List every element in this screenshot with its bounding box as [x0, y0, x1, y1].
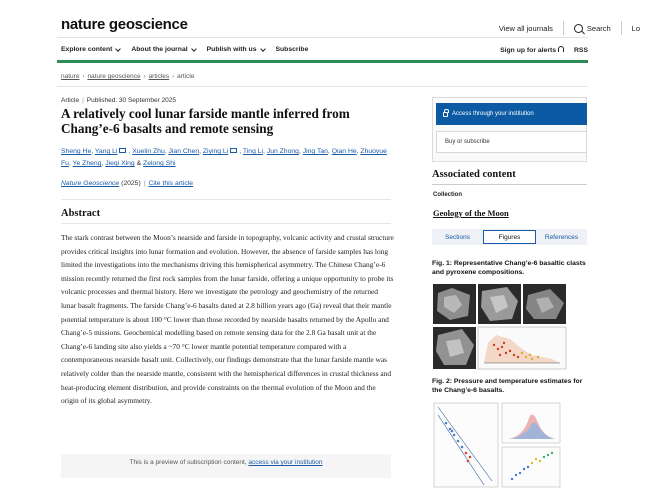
sidebar-tabs: [432, 229, 587, 245]
author-link[interactable]: Zelong Shi: [143, 160, 176, 167]
meta-separator: |: [143, 180, 146, 187]
alerts-label: Sign up for alerts: [500, 47, 557, 54]
search-icon: [574, 24, 583, 33]
mail-icon[interactable]: [230, 148, 237, 153]
brand-bar: [57, 60, 588, 63]
author-link[interactable]: Xuelin Zhu: [132, 148, 165, 155]
collection-label: Collection: [433, 192, 463, 198]
breadcrumb-current: article: [177, 73, 195, 80]
abstract-heading: Abstract: [61, 208, 101, 219]
collection-title-link[interactable]: Geology of the Moon: [433, 208, 509, 218]
rss-link[interactable]: RSS: [574, 46, 588, 54]
breadcrumb-nature[interactable]: nature: [61, 73, 80, 80]
author-link[interactable]: Ziying Li: [202, 148, 229, 155]
citation-line: [61, 180, 193, 187]
top-utility-bar: [489, 21, 650, 35]
chevron-right-icon: ›: [143, 73, 146, 80]
cite-article-link[interactable]: Cite this article: [148, 180, 194, 187]
nav-about-journal[interactable]: [131, 46, 195, 53]
chevron-down-icon: [191, 46, 197, 52]
login-link[interactable]: Lo: [631, 23, 640, 33]
author-link[interactable]: Jun Zhong: [266, 148, 299, 155]
access-institution-button[interactable]: [436, 103, 587, 125]
author-link[interactable]: Jieqi Xing: [105, 160, 135, 167]
preview-text: This is a preview of subscription content,: [129, 459, 247, 466]
author-conjunction: &: [136, 160, 142, 167]
chevron-down-icon: [260, 46, 266, 52]
nav-label: Explore content: [61, 46, 113, 53]
article-type: Article: [61, 97, 80, 104]
chevron-down-icon: [116, 46, 122, 52]
nav-publish-with-us[interactable]: [207, 46, 265, 53]
author-link[interactable]: Ting Li: [242, 148, 264, 155]
site-logo[interactable]: nature geoscience: [61, 16, 188, 33]
figure-2-caption[interactable]: Fig. 2: Pressure and temperature estimates for the Chang’e-6 basalts.: [432, 378, 583, 394]
chevron-right-icon: ›: [82, 73, 85, 80]
breadcrumb-nature-geoscience[interactable]: nature geoscience: [87, 73, 141, 80]
header-divider: [57, 37, 588, 38]
author-link[interactable]: Qian He: [331, 148, 357, 155]
author-link[interactable]: Ye Zheng: [72, 160, 102, 167]
lock-icon: [443, 112, 448, 117]
sidebar-divider: [432, 184, 587, 185]
breadcrumb: [61, 73, 195, 80]
tab-sections[interactable]: Sections: [445, 233, 470, 241]
access-button-label: Access through your institution: [452, 111, 534, 117]
author-link[interactable]: Sheng He: [61, 148, 92, 155]
author-link[interactable]: Jian Chen: [168, 148, 200, 155]
main-nav: [61, 46, 308, 53]
search-button[interactable]: [564, 24, 621, 33]
breadcrumb-divider: [57, 86, 588, 87]
nav-subscribe[interactable]: Subscribe: [275, 46, 309, 53]
access-institution-link[interactable]: access via your institution: [248, 459, 323, 466]
author-link[interactable]: Zhuoyue Fu: [61, 148, 387, 167]
article-meta: [61, 97, 176, 104]
tab-references[interactable]: References: [544, 233, 579, 241]
section-divider: [61, 199, 391, 200]
author-list: Sheng He, Yang Li , Xuelin Zhu, Jian Chen, Ziying Li , Ting Li, Jun Zhong, Jing Tan, Qian He, Zhuoyue Fu, Ye Zheng, Jieqi Xing & Zelong Shi: [61, 148, 387, 167]
abstract-text: The stark contrast between the Moon’s nearside and farside in topography, volcanic activity and crustal structure provides critical insights into lunar formation and evolution. However, the absence of farside samples has long limited the investigations into the mechanisms driving this hemispherical asymmetry. The Chinese Chang’e-6 mission recently returned the first rock samples from the lunar farside, offering a unique opportunity to probe its volcanic processes and thermal history. Here we investigate the petrology and geochemistry of the returned lunar basalt fragments. The farside Chang’e-6 basalts dated at 2.8 billion years ago (Ga) reveal that their mantle potential temperature is about 100 °C lower than those recorded by nearside basalts returned by the Apollo and Chang’e-5 missions. Geochemical modelling based on remote sensing data for the 2.8 Ga basalt unit at the Chang’e-6 landing site also yields a ~70 °C lower mantle potential temperature compared with a contemporaneous nearside basalt unit. Collectively, our findings demonstrate that the lunar farside mantle was relatively colder than the nearside mantle, consistent with the hemispherical differences in crustal thickness and heat-producing element distribution, and provide constraints on the thermal evolution of the Moon and the origin of its global asymmetry.: [61, 233, 394, 406]
bell-icon: [558, 46, 564, 52]
author-link[interactable]: Yang Li: [94, 148, 118, 155]
mail-icon[interactable]: [119, 148, 126, 153]
nav-label: Publish with us: [206, 46, 257, 53]
author-link[interactable]: Jing Tan: [302, 148, 328, 155]
chevron-right-icon: ›: [172, 73, 175, 80]
article-title: A relatively cool lunar farside mantle inferred from Chang’e-6 basalts and remote sensing: [61, 106, 350, 136]
meta-separator: |: [82, 97, 84, 104]
figure-1-caption[interactable]: Fig. 1: Representative Chang’e-6 basaltic clasts and pyroxene compositions.: [432, 260, 586, 276]
tab-figures[interactable]: Figures: [483, 230, 536, 244]
nav-explore-content[interactable]: [61, 46, 120, 53]
figure-1-thumbnail[interactable]: [432, 283, 567, 370]
section-divider: [61, 223, 391, 224]
figure-2-thumbnail[interactable]: [432, 401, 562, 491]
nav-right: [500, 46, 588, 54]
published-date: Published: 30 September 2025: [86, 97, 177, 104]
journal-link[interactable]: Nature Geoscience: [61, 180, 120, 187]
search-label: Search: [586, 23, 611, 33]
view-all-journals-link[interactable]: View all journals: [498, 23, 553, 33]
breadcrumb-articles[interactable]: articles: [148, 73, 170, 80]
preview-notice: [61, 454, 391, 478]
publication-year: (2025): [121, 180, 141, 187]
nav-label: About the journal: [131, 46, 188, 53]
associated-content-heading: Associated content: [432, 169, 516, 180]
buy-subscribe-button[interactable]: Buy or subscribe: [436, 131, 587, 153]
sign-up-alerts-link[interactable]: [500, 46, 564, 54]
